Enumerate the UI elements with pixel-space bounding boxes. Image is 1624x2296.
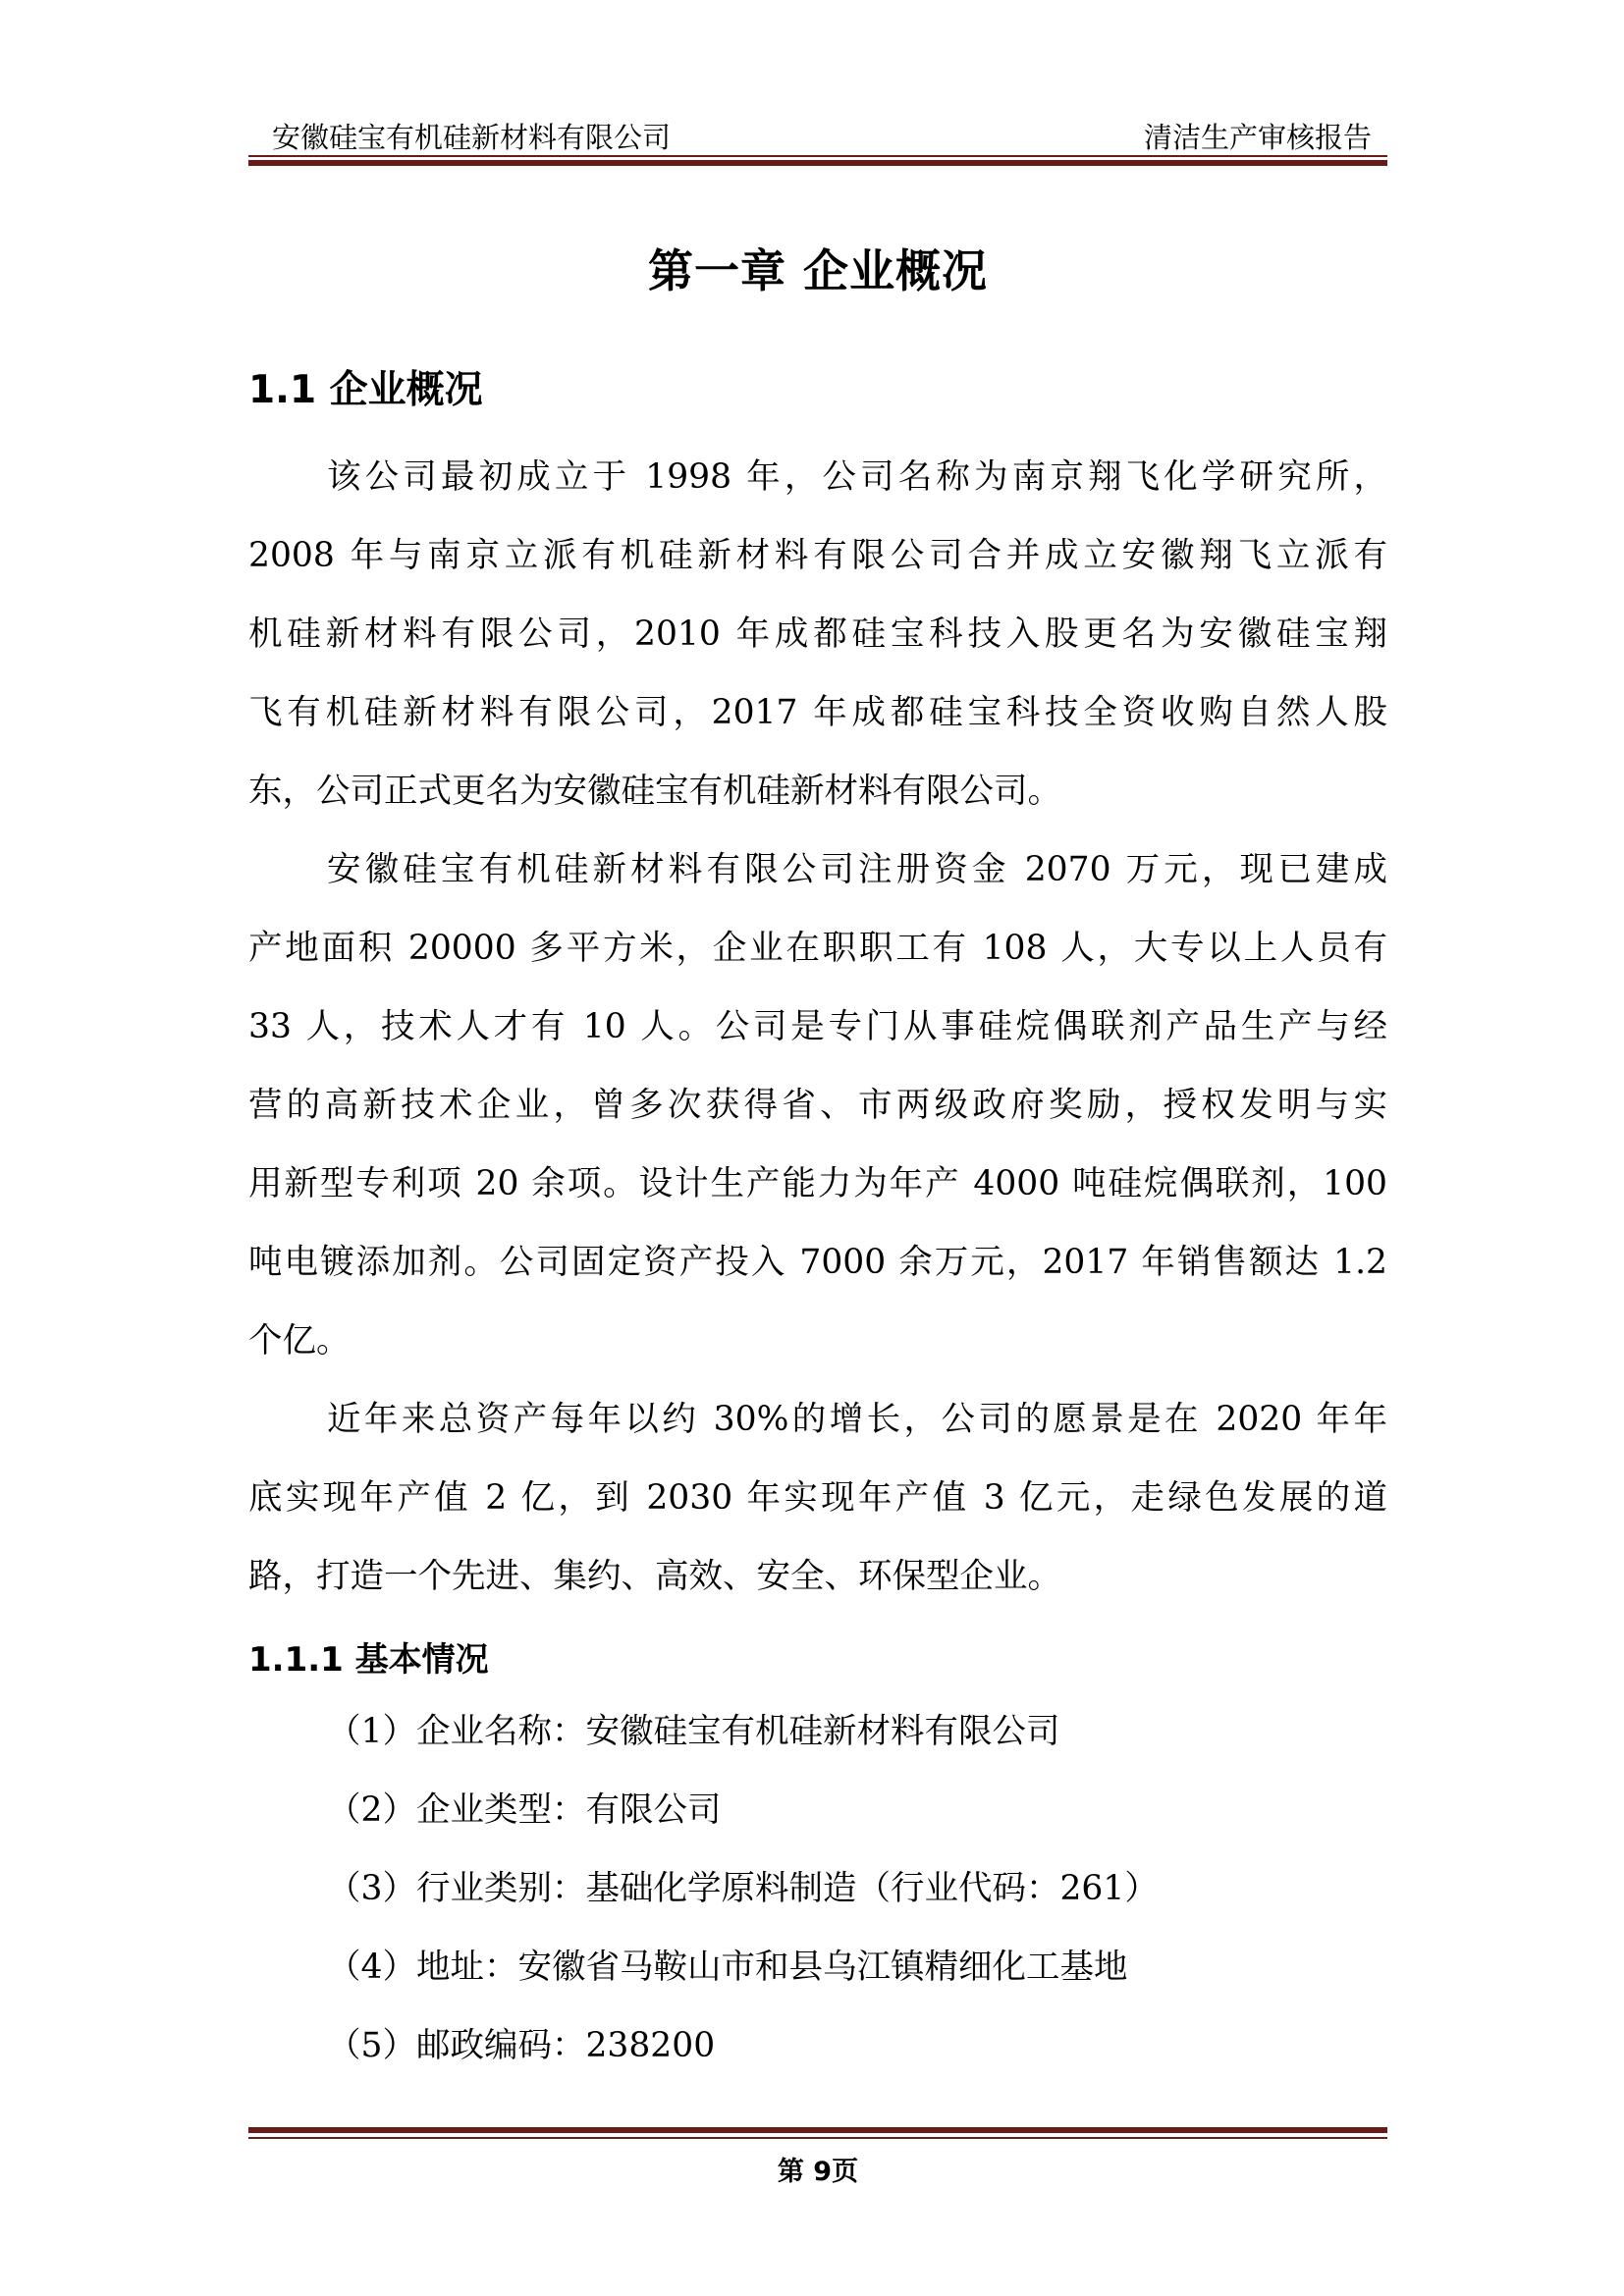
page-header	[248, 110, 1387, 155]
info-item: （5）邮政编码：238200	[327, 2026, 716, 2065]
paragraph-line: 该公司最初成立于 1998 年，公司名称为南京翔飞化学研究所，	[327, 457, 1387, 497]
paragraph-line: 营的高新技术企业，曾多次获得省、市两级政府奖励，授权发明与实	[248, 1086, 1387, 1125]
paragraph-line: 个亿。	[248, 1321, 351, 1361]
paragraph-line: 近年来总资产每年以约 30%的增长，公司的愿景是在 2020 年年	[327, 1400, 1387, 1439]
paragraph-line: 机硅新材料有限公司，2010 年成都硅宝科技入股更名为安徽硅宝翔	[248, 614, 1387, 654]
header-rule-thick	[248, 160, 1387, 166]
paragraph-line: 飞有机硅新材料有限公司，2017 年成都硅宝科技全资收购自然人股	[248, 693, 1387, 732]
section-title: 1.1 企业概况	[248, 368, 483, 412]
header-rule-thin	[248, 155, 1387, 157]
subsection-title: 1.1.1 基本情况	[248, 1640, 489, 1680]
header-company-name: 安徽硅宝有机硅新材料有限公司	[272, 121, 672, 154]
paragraph-line: 吨电镀添加剂。公司固定资产投入 7000 余万元，2017 年销售额达 1.2	[248, 1243, 1387, 1282]
paragraph-line: 产地面积 20000 多平方米，企业在职职工有 108 人，大专以上人员有	[248, 929, 1387, 968]
paragraph-line: 2008 年与南京立派有机硅新材料有限公司合并成立安徽翔飞立派有	[248, 536, 1387, 575]
info-item: （1）企业名称：安徽硅宝有机硅新材料有限公司	[327, 1712, 1060, 1751]
footer-rule-thick	[248, 2127, 1387, 2133]
paragraph-line: 底实现年产值 2 亿，到 2030 年实现年产值 3 亿元，走绿色发展的道	[248, 1478, 1387, 1518]
footer-rule-thin	[248, 2137, 1387, 2139]
info-item: （2）企业类型：有限公司	[327, 1790, 722, 1830]
paragraph-line: 东，公司正式更名为安徽硅宝有机硅新材料有限公司。	[248, 772, 1061, 811]
paragraph-line: 路，打造一个先进、集约、高效、安全、环保型企业。	[248, 1557, 1061, 1596]
paragraph-line: 安徽硅宝有机硅新材料有限公司注册资金 2070 万元，现已建成	[327, 850, 1387, 889]
header-report-title: 清洁生产审核报告	[1143, 121, 1372, 154]
paragraph-line: 33 人，技术人才有 10 人。公司是专门从事硅烷偶联剂产品生产与经	[248, 1007, 1387, 1046]
chapter-title: 第一章 企业概况	[647, 244, 988, 297]
info-item: （4）地址：安徽省马鞍山市和县乌江镇精细化工基地	[327, 1948, 1128, 1987]
page-number: 第 9页	[777, 2157, 859, 2187]
paragraph-line: 用新型专利项 20 余项。设计生产能力为年产 4000 吨硅烷偶联剂，100	[248, 1164, 1387, 1203]
info-item: （3）行业类别：基础化学原料制造（行业代码：261）	[327, 1869, 1159, 1908]
